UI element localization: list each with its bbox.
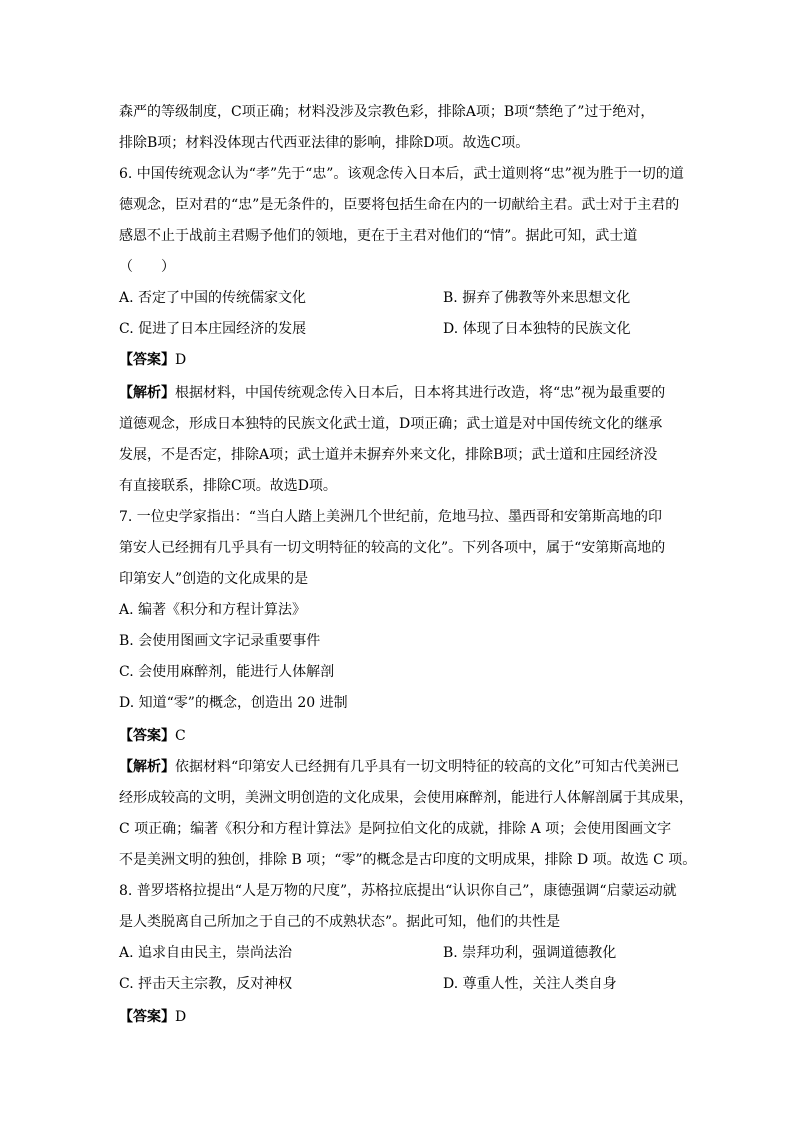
q6-analysis-line-4: 有直接联系，排除C项。故选D项。 [119,478,337,494]
q8-answer [119,1007,186,1027]
q6-stem-line-1: 6. 中国传统观念认为“孝”先于“忠”。该观念传入日本后，武士道则将“忠”视为胜于一切的道 [119,166,684,182]
q6-stem-line-2: 德观念，臣对君的“忠”是无条件的，臣要将包括生命在内的一切献给主君。武士对于主君的 [119,197,680,213]
q6-answer-label: 【答案】 [119,352,175,368]
q7-option-d: D. 知道“零”的概念，创造出 20 进制 [119,695,348,711]
q7-answer-value: C [175,728,186,744]
q7-analysis-line-1 [119,757,679,777]
q6-stem-line-4: （ ） [119,259,175,275]
q8-stem-line-1: 8. 普罗塔格拉提出“人是万物的尺度”，苏格拉底提出“认识你自己”，康德强调“启蒙运动就 [119,883,677,899]
q6-option-b: B. 摒弃了佛教等外来思想文化 [443,290,631,306]
q8-answer-value: D [175,1009,187,1025]
q7-option-c: C. 会使用麻醉剂，能进行人体解剖 [119,664,335,680]
q6-analysis-text-1: 根据材料，中国传统观念传入日本后，日本将其进行改造，将“忠”视为最重要的 [175,385,666,401]
q6-analysis-line-1 [119,383,665,403]
q6-option-c: C. 促进了日本庄园经济的发展 [119,321,307,337]
q6-analysis-line-3: 发展，不是否定，排除A项；武士道并未摒弃外来文化，排除B项；武士道和庄园经济没 [119,447,658,463]
q7-analysis-label: 【解析】 [119,759,175,775]
prev-explanation-line-2: 排除B项；材料没体现古代西亚法律的影响，排除D项。故选C项。 [119,135,530,151]
q7-analysis-line-3: C 项正确；编著《积分和方程计算法》是阿拉伯文化的成就，排除 A 项；会使用图画文字 [119,821,672,837]
q8-option-c: C. 抨击天主宗教，反对神权 [119,976,293,992]
q8-stem-line-2: 是人类脱离自己所加之于自己的不成熟状态”。据此可知，他们的共性是 [119,914,561,930]
q7-answer [119,726,186,746]
q6-analysis-label: 【解析】 [119,385,175,401]
q7-stem-line-2: 第安人已经拥有几乎具有一切文明特征的较高的文化”。下列各项中，属于“安第斯高地的 [119,540,666,556]
q7-analysis-line-4: 不是美洲文明的独创，排除 B 项；“零”的概念是古印度的文明成果，排除 D 项。故选 C 项。 [119,852,697,868]
q6-answer-value: D [175,352,187,368]
prev-explanation-line-1: 森严的等级制度，C项正确；材料没涉及宗教色彩，排除A项；B项“禁绝了”过于绝对， [119,104,655,120]
q6-answer [119,350,186,370]
q7-option-b: B. 会使用图画文字记录重要事件 [119,633,321,649]
q6-analysis-line-2: 道德观念，形成日本独特的民族文化武士道，D项正确；武士道是对中国传统文化的继承 [119,416,663,432]
q7-answer-label: 【答案】 [119,728,175,744]
q7-analysis-line-2: 经形成较高的文明，美洲文明创造的文化成果，会使用麻醉剂，能进行人体解剖属于其成果， [119,790,693,806]
q7-stem-line-1: 7. 一位史学家指出：“当白人踏上美洲几个世纪前，危地马拉、墨西哥和安第斯高地的印 [119,509,662,525]
q6-stem-line-3: 感恩不止于战前主君赐予他们的领地，更在于主君对他们的“情”。据此可知，武士道 [119,228,638,244]
q7-stem-line-3: 印第安人”创造的文化成果的是 [119,571,309,587]
q8-option-d: D. 尊重人性，关注人类自身 [443,976,617,992]
q6-option-d: D. 体现了日本独特的民族文化 [443,321,631,337]
q8-option-a: A. 追求自由民主，崇尚法治 [119,945,293,961]
q6-option-a: A. 否定了中国的传统儒家文化 [119,290,307,306]
q7-analysis-text-1: 依据材料“印第安人已经拥有几乎具有一切文明特征的较高的文化”可知古代美洲已 [175,759,680,775]
q7-option-a: A. 编著《积分和方程计算法》 [119,602,307,618]
q8-answer-label: 【答案】 [119,1009,175,1025]
q8-option-b: B. 崇拜功利，强调道德教化 [443,945,617,961]
